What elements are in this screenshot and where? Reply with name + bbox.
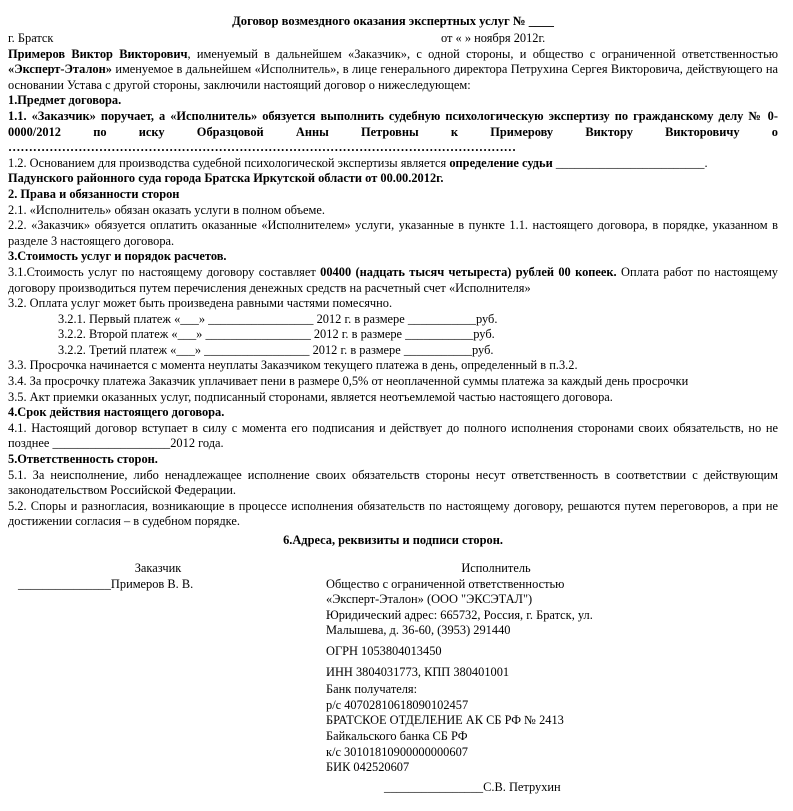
- clause-5-1: 5.1. За неисполнение, либо ненадлежащее исполнение своих обязательств стороны несут ответственность в соответствии с действующим законодательством Российской Федерации.: [8, 467, 778, 498]
- executor-signature: ________________С.В. Петрухин: [384, 779, 561, 794]
- company-name: «Эксперт-Эталон»: [8, 62, 112, 77]
- section-4-heading: 4.Срок действия настоящего договора.: [8, 405, 225, 420]
- customer-header: Заказчик: [134, 560, 182, 575]
- clause-1-2-line: ________________________.: [552, 155, 708, 170]
- payment-1: 3.2.1. Первый платеж «___» _________________ 2012 г. в размере ___________руб.: [58, 311, 498, 326]
- clause-3-1: [8, 265, 778, 296]
- contract-document: [8, 14, 778, 811]
- clause-1-2-bold: определение судьи: [449, 155, 553, 170]
- executor-inn: ИНН 3804031773, КПП 380401001: [326, 664, 510, 679]
- executor-header: Исполнитель: [461, 560, 531, 575]
- executor-line-2: «Эксперт-Эталон» (ООО "ЭКСЭТАЛ"): [326, 592, 533, 607]
- contract-title: Договор возмездного оказания экспертных услуг № ____: [232, 14, 554, 28]
- contract-price: 00400 (надцать тысяч четыреста) рублей 00 копеек.: [320, 264, 617, 279]
- contract-date: от « » ноября 2012г.: [441, 30, 546, 45]
- bank-bik: БИК 042520607: [326, 760, 410, 775]
- signatures-block: [8, 561, 778, 811]
- executor-line-1: Общество с ограниченной ответственностью: [326, 576, 565, 591]
- court-name: Падунского районного суда города Братска Иркутской области от 00.00.2012г.: [8, 171, 444, 186]
- clause-3-3: 3.3. Просрочка начинается с момента неуплаты Заказчиком текущего платежа в день, определенный в п.3.2.: [8, 358, 578, 373]
- bank-name: Байкальского банка СБ РФ: [326, 728, 468, 743]
- customer-name: Примеров Виктор Викторович: [8, 46, 188, 61]
- clause-3-1-text: 3.1.Стоимость услуг по настоящему договору составляет: [8, 264, 321, 279]
- section-6-heading: 6.Адреса, реквизиты и подписи сторон.: [283, 533, 503, 547]
- customer-signature: _______________Примеров В. В.: [18, 576, 194, 591]
- clause-1-1-dots: ……………………………………………………………………………………………………………: [8, 140, 517, 155]
- clause-1-1: 1.1. «Заказчик» поручает, а «Исполнитель» обязуется выполнить судебную психологическую экспертизу по гражданскому делу № 0-0000/2012 по иску Образцовой Анны Петровны к Примерову Виктору Викторовичу о: [8, 108, 778, 139]
- clause-5-2: 5.2. Споры и разногласия, возникающие в процессе исполнения обязательств по настоящему договору, решаются путем переговоров, а при не достижении согласия – в судебном порядке.: [8, 498, 778, 529]
- executor-details: [326, 577, 646, 796]
- bank-branch: БРАТСКОЕ ОТДЕЛЕНИЕ АК СБ РФ № 2413: [326, 713, 564, 728]
- clause-3-2: 3.2. Оплата услуг может быть произведена равными частями помесячно.: [8, 296, 393, 311]
- section-1-heading: 1.Предмет договора.: [8, 93, 122, 108]
- section-2-heading: 2. Права и обязанности сторон: [8, 186, 180, 201]
- intro-text-2: именуемое в дальнейшем «Исполнитель», в лице генерального директора Петрухина Сергея Викторовича, действующего на основании Устава с другой стороны, заключили настоящий договор о нижеследующем:: [8, 62, 778, 92]
- section-3-heading: 3.Стоимость услуг и порядок расчетов.: [8, 249, 227, 264]
- city-date-row: [8, 31, 778, 47]
- executor-address-1: Юридический адрес: 665732, Россия, г. Братск, ул.: [326, 607, 593, 622]
- executor-ogrn: ОГРН 1053804013450: [326, 643, 442, 658]
- city: г. Братск: [8, 30, 54, 45]
- section-5-heading: 5.Ответственность сторон.: [8, 452, 158, 467]
- executor-address-2: Малышева, д. 36-60, (3953) 291440: [326, 623, 511, 638]
- clause-3-1-end: Оплата работ по настоящему договору производиться путем перечисления денежных средств на расчетный счет «Исполнителя»: [8, 264, 778, 295]
- clause-4-1: 4.1. Настоящий договор вступает в силу с момента его подписания и действует до полного исполнения сторонами своих обязательств, но не позднее ___________________2012 года.: [8, 420, 778, 451]
- clause-3-4: 3.4. За просрочку платежа Заказчик уплачивает пени в размере 0,5% от неоплаченной суммы платежа за каждый день просрочки: [8, 374, 689, 389]
- intro-text-1: , именуемый в дальнейшем «Заказчик», с одной стороны, и общество с ограниченной ответственностью: [187, 46, 778, 61]
- payment-3: 3.2.2. Третий платеж «___» _________________ 2012 г. в размере ___________руб.: [58, 342, 494, 357]
- clause-3-5: 3.5. Акт приемки оказанных услуг, подписанный сторонами, является неотъемлемой частью настоящего договора.: [8, 389, 613, 404]
- bank-account: р/с 40702810618090102457: [326, 697, 469, 712]
- clause-1-2: [8, 156, 778, 172]
- clause-2-1: 2.1. «Исполнитель» обязан оказать услуги в полном объеме.: [8, 202, 325, 217]
- payment-2: 3.2.2. Второй платеж «___» _________________ 2012 г. в размере ___________руб.: [58, 327, 495, 342]
- bank-label: Банк получателя:: [326, 682, 418, 697]
- clause-2-2: 2.2. «Заказчик» обязуется оплатить оказанные «Исполнителем» услуги, указанные в пункте 1.1. настоящего договора, в порядке, указанном в разделе 3 настоящего договора.: [8, 218, 778, 248]
- clause-1-2-text: 1.2. Основанием для производства судебной психологической экспертизы является: [8, 155, 450, 170]
- intro-paragraph: [8, 47, 778, 94]
- bank-corr-account: к/с 30101810900000000607: [326, 744, 468, 759]
